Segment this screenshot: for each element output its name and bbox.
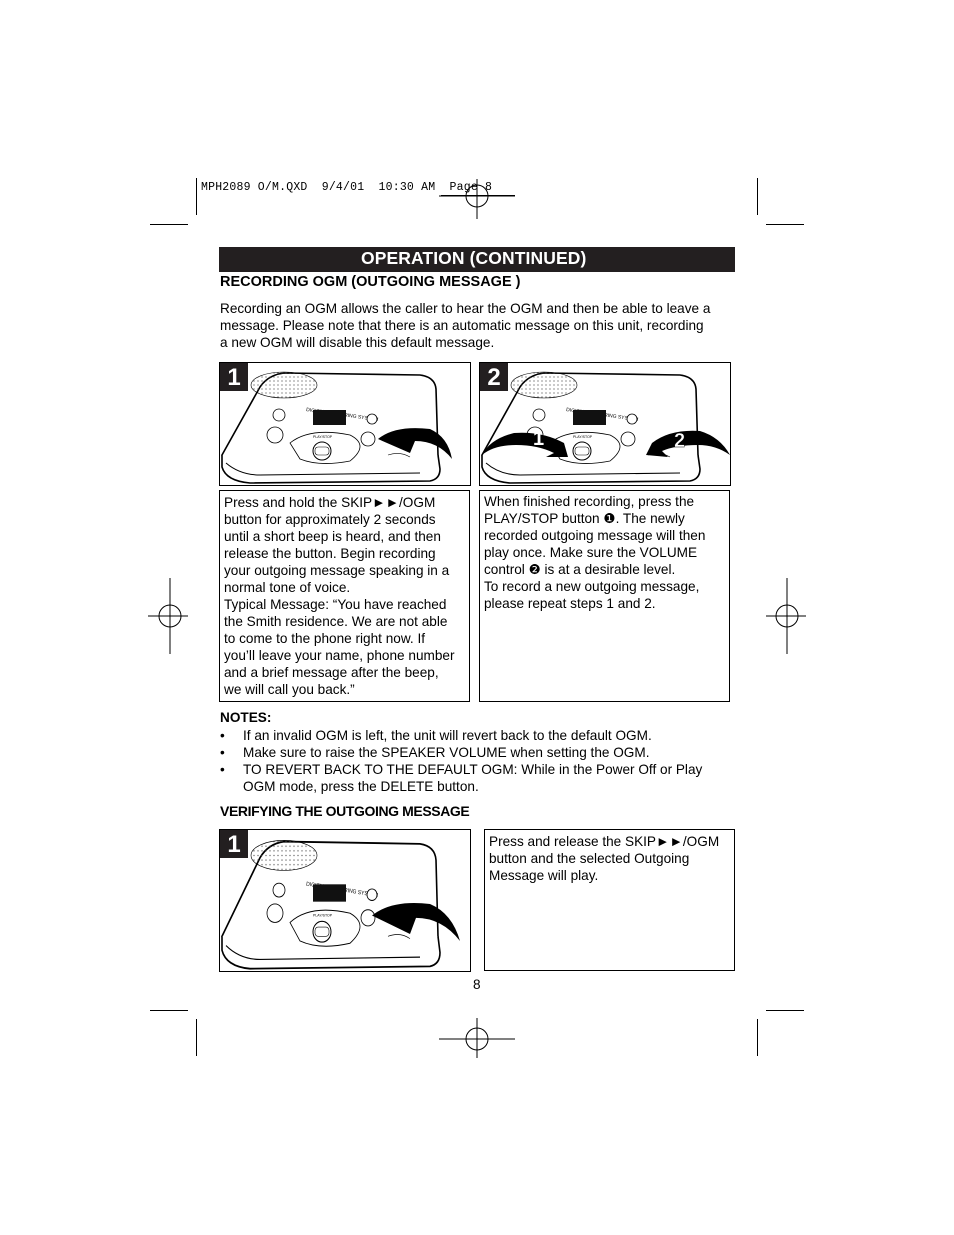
instruction-line: control ❷ is at a desirable level. [484,562,676,577]
arrow-label: 1 [533,428,545,450]
instruction-line: PLAY/STOP button ❶. The newly [484,511,685,526]
instruction-line: When finished recording, press the [484,494,695,509]
answering-machine-illustration [220,363,470,485]
note-item [220,727,740,744]
instruction-line: To record a new outgoing message, [484,579,700,594]
answering-machine-illustration [480,363,730,485]
instruction-line: button for approximately 2 seconds [224,512,436,527]
crop-mark [766,1010,804,1011]
step-2-instructions [479,490,730,702]
instruction-line: we will call you back.” [224,682,355,697]
step-1-figure [219,362,471,486]
instruction-line: and a brief message after the beep, [224,665,439,680]
instruction-line: play once. Make sure the VOLUME [484,545,698,560]
crop-mark [757,1019,758,1056]
instruction-line: the Smith residence. We are not able [224,614,448,629]
instruction-line: until a short beep is heard, and then [224,529,441,544]
intro-line: a new OGM will disable this default message. [220,335,495,350]
instruction-line: Press and release the SKIP►►/OGM [489,834,720,849]
crop-mark [150,224,188,225]
crop-mark [766,224,804,225]
note-line: If an invalid OGM is left, the unit will revert back to the default OGM. [243,728,652,743]
intro-line: message. Please note that there is an automatic message on this unit, recording [220,318,704,333]
registration-mark-icon [439,1018,515,1058]
instruction-line: to come to the phone right now. If [224,631,426,646]
recording-ogm-heading: RECORDING OGM (OUTGOING MESSAGE ) [220,274,521,290]
instruction-line: Press and hold the SKIP►►/OGM [224,495,436,510]
step-number-badge: 2 [480,363,508,391]
notes-heading: NOTES: [220,710,272,725]
instruction-line: your outgoing message speaking in a [224,563,450,578]
instruction-line: Message will play. [489,868,599,883]
intro-paragraph [220,300,710,351]
verify-heading: VERIFYING THE OUTGOING MESSAGE [220,803,470,819]
bullet: • [220,728,225,743]
note-item [220,761,740,795]
crop-mark [196,1019,197,1056]
arrow-label: 2 [674,430,686,452]
section-header-bar [219,247,735,272]
note-line: Make sure to raise the SPEAKER VOLUME when setting the OGM. [243,745,650,760]
answering-machine-illustration [220,830,470,971]
instruction-line: button and the selected Outgoing [489,851,690,866]
instruction-line: normal tone of voice. [224,580,351,595]
instruction-line: release the button. Begin recording [224,546,436,561]
instruction-line: you’ll leave your name, phone number [224,648,455,663]
verify-figure [219,829,471,972]
verify-instructions [484,829,735,971]
intro-line: Recording an OGM allows the caller to hear the OGM and then be able to leave a [220,301,711,316]
instruction-line: please repeat steps 1 and 2. [484,596,656,611]
bullet: • [220,762,225,777]
note-line: OGM mode, press the DELETE button. [243,779,479,794]
registration-mark-icon [766,578,806,654]
section-header-title: OPERATION (CONTINUED) [361,248,587,268]
page-number: 8 [473,977,481,992]
step-1-instructions [219,490,470,702]
step-number-badge: 1 [220,830,248,858]
note-line: TO REVERT BACK TO THE DEFAULT OGM: While in the Power Off or Play [243,762,703,777]
print-slug: MPH2089 O/M.QXD 9/4/01 10:30 AM Page 8 [201,181,493,194]
note-item [220,744,740,761]
step-number-badge: 1 [220,363,248,391]
crop-mark [757,178,758,215]
step-2-figure [479,362,731,486]
registration-mark-icon [148,578,188,654]
crop-mark [196,178,197,215]
registration-mark-icon [439,179,515,219]
instruction-line: recorded outgoing message will then [484,528,706,543]
bullet: • [220,745,225,760]
crop-mark [150,1010,188,1011]
instruction-line: Typical Message: “You have reached [224,597,447,612]
